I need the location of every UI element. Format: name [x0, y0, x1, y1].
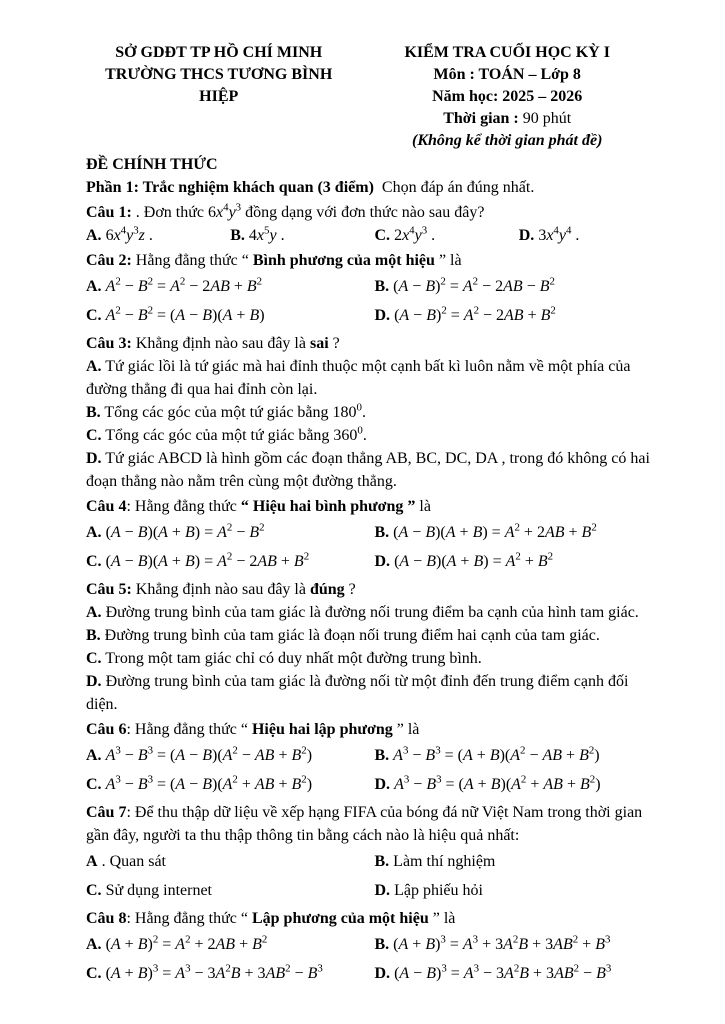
option: D. $(A - B)^3 = A^3 - 3A^2B + 3AB^2 - B^3$: [374, 962, 612, 982]
question: [86, 495, 663, 576]
part1-title: Phần 1: Trắc nghiệm khách quan (3 điểm): [86, 179, 374, 196]
option: B. Đường trung bình của tam giác là đoạn nối trung điểm hai cạnh của tam giác.: [86, 627, 600, 644]
options: [86, 741, 663, 799]
question: [86, 332, 663, 493]
option: C. $(A - B)(A + B) = A^2 - 2AB + B^2$: [86, 550, 310, 570]
exam-info-block: [351, 42, 663, 152]
school-name: TRƯỜNG THCS TƯƠNG BÌNH HIỆP: [105, 66, 333, 105]
option: D. Lập phiếu hỏi: [374, 882, 483, 899]
question-stem: Câu 1: . Đơn thức $6x^4y^3$ đồng dạng với đơn thức nào sau đây?: [86, 201, 485, 221]
option: C. $(A + B)^3 = A^3 - 3A^2B + 3AB^2 - B^3$: [86, 962, 323, 982]
duration-value: 90 phút: [522, 110, 572, 127]
options: [86, 272, 663, 330]
question: [86, 201, 663, 247]
option: A. $(A - B)(A + B) = A^2 - B^2$: [86, 521, 265, 541]
option: B. $(A - B)(A + B) = A^2 + 2AB + B^2$: [374, 521, 597, 541]
subject-line: Môn : TOÁN – Lớp 8: [433, 66, 581, 83]
question-stem: Câu 8: Hằng đẳng thức “ Lập phương của một hiệu ” là: [86, 910, 456, 927]
duration-line: [351, 108, 663, 130]
option: C. $2x^4y^3$ .: [374, 224, 436, 244]
option: C. $A^3 - B^3 = (A - B)(A^2$ + AB + $B^2$): [86, 773, 313, 793]
question-stem: Câu 4: Hằng đẳng thức “ Hiệu hai bình phương ” là: [86, 498, 431, 515]
options: [86, 930, 663, 988]
options: [86, 601, 663, 716]
school-block: [86, 42, 351, 152]
option: B. $(A - B)^2 = A^2 - 2AB - B^2$: [374, 275, 555, 295]
school-year-line: Năm học: 2025 – 2026: [432, 88, 583, 105]
option: B. Làm thí nghiệm: [374, 853, 496, 870]
question: [86, 907, 663, 988]
option: D. Đường trung bình của tam giác là đường nối từ một đỉnh đến trung điểm cạnh đối diện.: [86, 673, 629, 713]
option: C. Tổng các góc của một tứ giác bằng $360^0$.: [86, 424, 367, 444]
options: [86, 224, 663, 247]
option: C. $A^2 - B^2 = (A - B)(A + B)$: [86, 304, 265, 324]
note-line: (Không kể thời gian phát đề): [412, 132, 603, 149]
question-stem: Câu 2: Hằng đẳng thức “ Bình phương của một hiệu ” là: [86, 252, 462, 269]
header: [86, 42, 663, 152]
option: A. Tứ giác lồi là tứ giác mà hai đỉnh thuộc một cạnh bất kì luôn nằm về một phía của đường thẳng đi qua hai đỉnh còn lại.: [86, 358, 631, 398]
question-stem: Câu 7: Để thu thập dữ liệu về xếp hạng FIFA của bóng đá nữ Việt Nam trong thời gian gần đây, người ta thu thập thông tin bằng cách nào là hiệu quả nhất:: [86, 804, 643, 844]
option: B. $A^3 - B^3 = (A + B)(A^2$ − AB + $B^2$): [374, 744, 600, 764]
options: [86, 355, 663, 493]
option: A . Quan sát: [86, 853, 166, 870]
question: [86, 718, 663, 799]
exam-title: KIỂM TRA CUỐI HỌC KỲ I: [404, 44, 610, 61]
option: C. Trong một tam giác chỉ có duy nhất một đường trung bình.: [86, 650, 482, 667]
option: C. Sử dụng internet: [86, 882, 212, 899]
question-stem: Câu 5: Khẳng định nào sau đây là đúng ?: [86, 581, 356, 598]
option: A. Đường trung bình của tam giác là đường nối trung điểm ba cạnh của hình tam giác.: [86, 604, 639, 621]
option: D. $3x^4y^4$ .: [518, 224, 580, 244]
option: A. $6x^4y^3z$ .: [86, 224, 153, 244]
option: D. $A^3 - B^3 = (A + B)(A^2$ + AB + $B^2$): [374, 773, 601, 793]
option: B. Tổng các góc của một tứ giác bằng $180^0$.: [86, 401, 366, 421]
official-label: ĐỀ CHÍNH THỨC: [86, 156, 218, 173]
option: D. Tứ giác ABCD là hình gồm các đoạn thẳng AB, BC, DC, DA , trong đó không có hai đoạn thẳng nào nằm trên cùng một đường thẳng.: [86, 450, 650, 490]
questions: [86, 201, 663, 988]
question: [86, 801, 663, 905]
option: D. $(A - B)^2 = A^2 - 2AB + B^2$: [374, 304, 556, 324]
option: D. $(A - B)(A + B) = A^2 + B^2$: [374, 550, 554, 570]
options: [86, 518, 663, 576]
department-name: SỞ GDĐT TP HỒ CHÍ MINH: [115, 44, 323, 61]
option: B. $(A + B)^3 = A^3 + 3A^2B + 3AB^2 + B^3$: [374, 933, 611, 953]
duration-label: Thời gian :: [443, 110, 523, 127]
question: [86, 249, 663, 330]
question-stem: Câu 3: Khẳng định nào sau đây là sai ?: [86, 335, 340, 352]
question: [86, 578, 663, 716]
option: A. $A^2 - B^2 = A^2 - 2AB + B^2$: [86, 275, 263, 295]
question-stem: Câu 6: Hằng đẳng thức “ Hiệu hai lập phương ” là: [86, 721, 420, 738]
option: A. $A^3 - B^3 = (A - B)(A^2$ − AB + $B^2$): [86, 744, 313, 764]
option: A. $(A + B)^2 = A^2 + 2AB + B^2$: [86, 933, 268, 953]
option: B. $4x^5y$ .: [230, 224, 285, 244]
part1-instruction: Chọn đáp án đúng nhất.: [373, 179, 535, 196]
part1-heading: [86, 177, 663, 199]
options: [86, 847, 663, 905]
